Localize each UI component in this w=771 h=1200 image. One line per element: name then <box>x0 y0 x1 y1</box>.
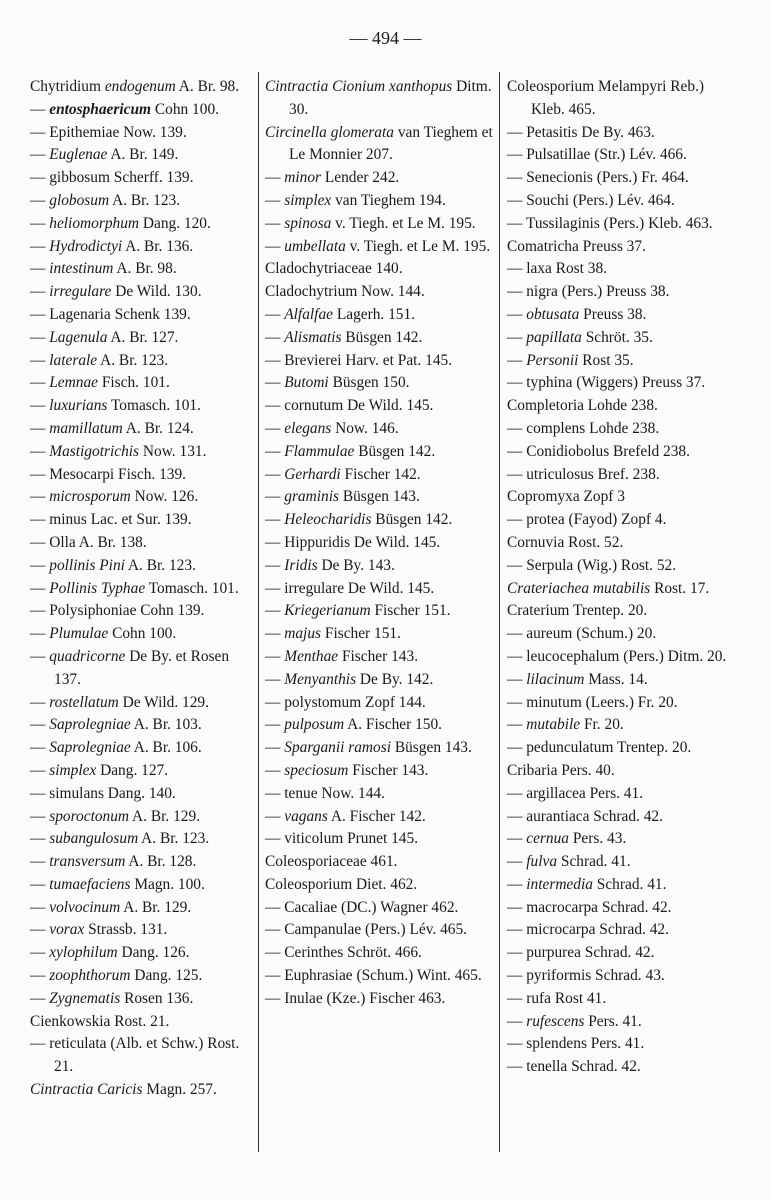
index-entry: Copromyxa Zopf 3 <box>507 488 625 506</box>
index-entry: — Senecionis (Pers.) Fr. 464. <box>507 169 689 187</box>
index-entry: — Cerinthes Schröt. 466. <box>265 944 422 962</box>
index-entry: — microsporum Now. 126. <box>30 488 199 506</box>
index-entry: — lilacinum Mass. 14. <box>507 670 648 688</box>
index-entry: — entosphaericum Cohn 100. <box>30 100 219 118</box>
index-entry: Cintractia Cionium xanthopus Ditm. 30. <box>265 78 492 118</box>
index-entry: — tenella Schrad. 42. <box>507 1058 641 1076</box>
index-entry: — pollinis Pini A. Br. 123. <box>30 556 196 574</box>
index-entry: — complens Lohde 238. <box>507 419 660 437</box>
index-entry: Cladochytriaceae 140. <box>265 260 403 278</box>
index-entry: Cladochytrium Now. 144. <box>265 283 425 301</box>
index-entry: — Alismatis Büsgen 142. <box>265 328 423 346</box>
index-entry: — elegans Now. 146. <box>265 419 399 437</box>
index-entry: — splendens Pers. 41. <box>507 1035 645 1053</box>
index-entry: Crateriachea mutabilis Rost. 17. <box>507 579 710 597</box>
index-entry: — Campanulae (Pers.) Lév. 465. <box>265 921 468 939</box>
index-entry: Coleosporium Melampyri Reb.) Kleb. 465. <box>507 78 705 118</box>
index-entry: — Mastigotrichis Now. 131. <box>30 442 207 460</box>
index-entry: — microcarpa Schrad. 42. <box>507 921 669 939</box>
index-entry: — aureum (Schum.) 20. <box>507 625 657 643</box>
index-entry: — heliomorphum Dang. 120. <box>30 214 211 232</box>
index-entry: — minutum (Leers.) Fr. 20. <box>507 693 678 711</box>
column-divider-1 <box>258 72 259 1152</box>
index-entry: — Butomi Büsgen 150. <box>265 374 410 392</box>
index-entry: — Kriegerianum Fischer 151. <box>265 602 451 620</box>
index-entry: — Alfalfae Lagerh. 151. <box>265 305 416 323</box>
index-entry: — intermedia Schrad. 41. <box>507 875 667 893</box>
index-entry: Cribaria Pers. 40. <box>507 761 615 779</box>
index-entry: — pyriformis Schrad. 43. <box>507 967 665 985</box>
index-entry: — Zygnematis Rosen 136. <box>30 989 194 1007</box>
index-entry: Coleosporiaceae 461. <box>265 853 398 871</box>
index-entry: Craterium Trentep. 20. <box>507 602 648 620</box>
index-entry: — Gerhardi Fischer 142. <box>265 465 421 483</box>
index-entry: Chytridium endogenum A. Br. 98. <box>30 78 240 95</box>
index-entry: — polystomum Zopf 144. <box>265 693 426 711</box>
index-entry: — nigra (Pers.) Preuss 38. <box>507 283 670 301</box>
index-entry: — luxurians Tomasch. 101. <box>30 397 201 415</box>
index-entry: — Menyanthis De By. 142. <box>265 670 434 688</box>
index-entry: — fulva Schrad. 41. <box>507 853 631 871</box>
index-entry: — Petasitis De By. 463. <box>507 123 655 141</box>
index-entry: — obtusata Preuss 38. <box>507 305 647 323</box>
index-entry: — vorax Strassb. 131. <box>30 921 168 939</box>
index-entry: — minus Lac. et Sur. 139. <box>30 511 192 529</box>
index-entry: — Tussilaginis (Pers.) Kleb. 463. <box>507 214 713 232</box>
index-entry: — volvocinum A. Br. 129. <box>30 898 192 916</box>
index-entry: — argillacea Pers. 41. <box>507 784 644 802</box>
index-entry: — Lagenula A. Br. 127. <box>30 328 179 346</box>
index-entry: — irregulare De Wild. 130. <box>30 283 202 301</box>
index-entry: — Hydrodictyi A. Br. 136. <box>30 237 194 255</box>
index-entry: — spinosa v. Tiegh. et Le M. 195. <box>265 214 476 232</box>
index-column-3 <box>507 76 741 1079</box>
index-entry: — tenue Now. 144. <box>265 784 385 802</box>
index-entry: — viticolum Prunet 145. <box>265 830 419 848</box>
index-entry: — simulans Dang. 140. <box>30 784 176 802</box>
index-entry: Cornuvia Rost. 52. <box>507 533 624 551</box>
index-entry: — simplex Dang. 127. <box>30 761 169 779</box>
index-entry: — utriculosus Bref. 238. <box>507 465 660 483</box>
index-entry: — Conidiobolus Brefeld 238. <box>507 442 690 460</box>
index-entry: — subangulosum A. Br. 123. <box>30 830 210 848</box>
index-entry: — Inulae (Kze.) Fischer 463. <box>265 989 446 1007</box>
index-entry: — mutabile Fr. 20. <box>507 716 624 734</box>
index-entry: — majus Fischer 151. <box>265 625 401 643</box>
index-entry: — typhina (Wiggers) Preuss 37. <box>507 374 706 392</box>
index-entry: — simplex van Tieghem 194. <box>265 191 446 209</box>
index-entry: Cienkowskia Rost. 21. <box>30 1012 170 1030</box>
index-entry: — Brevierei Harv. et Pat. 145. <box>265 351 453 369</box>
index-entry: — Saprolegniae A. Br. 106. <box>30 739 202 757</box>
index-entry: — rostellatum De Wild. 129. <box>30 693 209 711</box>
index-entry: — intestinum A. Br. 98. <box>30 260 177 278</box>
index-entry: — cernua Pers. 43. <box>507 830 627 848</box>
index-entry: — Epithemiae Now. 139. <box>30 123 187 141</box>
index-entry: — Mesocarpi Fisch. 139. <box>30 465 187 483</box>
index-entry: — globosum A. Br. 123. <box>30 191 181 209</box>
index-entry: — transversum A. Br. 128. <box>30 853 197 871</box>
index-entry: Coleosporium Diet. 462. <box>265 875 418 893</box>
index-entry: — pulposum A. Fischer 150. <box>265 716 443 734</box>
index-entry: — Cacaliae (DC.) Wagner 462. <box>265 898 459 916</box>
index-entry: — leucocephalum (Pers.) Ditm. 20. <box>507 647 727 665</box>
index-entry: — Euphrasiae (Schum.) Wint. 465. <box>265 967 482 985</box>
index-entry: Circinella glomerata van Tieghem et Le Monnier 207. <box>265 123 493 164</box>
index-entry: — Personii Rost 35. <box>507 351 634 369</box>
index-entry: Comatricha Preuss 37. <box>507 237 646 255</box>
index-entry: — Plumulae Cohn 100. <box>30 625 177 643</box>
index-entry: — Hippuridis De Wild. 145. <box>265 533 441 551</box>
index-entry: — Sparganii ramosi Büsgen 143. <box>265 739 472 757</box>
index-entry: — papillata Schröt. 35. <box>507 328 653 346</box>
index-entry: — minor Lender 242. <box>265 169 400 187</box>
index-entry: — purpurea Schrad. 42. <box>507 944 655 962</box>
index-entry: — vagans A. Fischer 142. <box>265 807 426 825</box>
index-entry: — zoophthorum Dang. 125. <box>30 967 203 985</box>
index-entry: — Heleocharidis Büsgen 142. <box>265 511 453 529</box>
index-entry: — Flammulae Büsgen 142. <box>265 442 436 460</box>
index-entry: — Lagenaria Schenk 139. <box>30 305 191 323</box>
index-entry: — gibbosum Scherff. 139. <box>30 169 194 187</box>
index-entry: — rufa Rost 41. <box>507 989 607 1007</box>
index-entry: — laxa Rost 38. <box>507 260 608 278</box>
page-number: — 494 — <box>349 28 422 48</box>
index-entry: — Pollinis Typhae Tomasch. 101. <box>30 579 239 597</box>
index-column-1 <box>30 76 256 1102</box>
index-entry: — rufescens Pers. 41. <box>507 1012 642 1030</box>
index-entry: — mamillatum A. Br. 124. <box>30 419 194 437</box>
index-entry: — Iridis De By. 143. <box>265 556 395 574</box>
index-entry: — laterale A. Br. 123. <box>30 351 169 369</box>
index-entry: — aurantiaca Schrad. 42. <box>507 807 663 825</box>
index-entry: — sporoctonum A. Br. 129. <box>30 807 201 825</box>
index-entry: — graminis Büsgen 143. <box>265 488 420 506</box>
column-divider-2 <box>499 72 500 1152</box>
index-entry: — Pulsatillae (Str.) Lév. 466. <box>507 146 687 164</box>
index-entry: Completoria Lohde 238. <box>507 397 658 415</box>
index-entry: Cintractia Caricis Magn. 257. <box>30 1081 217 1099</box>
index-entry: — irregulare De Wild. 145. <box>265 579 435 597</box>
index-entry: — cornutum De Wild. 145. <box>265 397 434 415</box>
index-entry: — Polysiphoniae Cohn 139. <box>30 602 205 620</box>
index-entry: — Euglenae A. Br. 149. <box>30 146 179 164</box>
index-entry: — speciosum Fischer 143. <box>265 761 429 779</box>
index-entry: — Menthae Fischer 143. <box>265 647 419 665</box>
index-entry: — Souchi (Pers.) Lév. 464. <box>507 191 675 209</box>
index-entry: — umbellata v. Tiegh. et Le M. 195. <box>265 237 491 255</box>
index-entry: — quadricorne De By. et Rosen 137. <box>30 647 230 688</box>
index-entry: — protea (Fayod) Zopf 4. <box>507 511 667 529</box>
index-entry: — Serpula (Wig.) Rost. 52. <box>507 556 677 574</box>
index-entry: — pedunculatum Trentep. 20. <box>507 739 692 757</box>
index-entry: — Lemnae Fisch. 101. <box>30 374 170 392</box>
index-entry: — Olla A. Br. 138. <box>30 533 147 551</box>
index-entry: — tumaefaciens Magn. 100. <box>30 875 205 893</box>
index-entry: — Saprolegniae A. Br. 103. <box>30 716 202 734</box>
index-entry: — reticulata (Alb. et Schw.) Rost. 21. <box>30 1035 240 1076</box>
index-entry: — macrocarpa Schrad. 42. <box>507 898 672 916</box>
index-entry: — xylophilum Dang. 126. <box>30 944 190 962</box>
index-column-2 <box>265 76 495 1011</box>
